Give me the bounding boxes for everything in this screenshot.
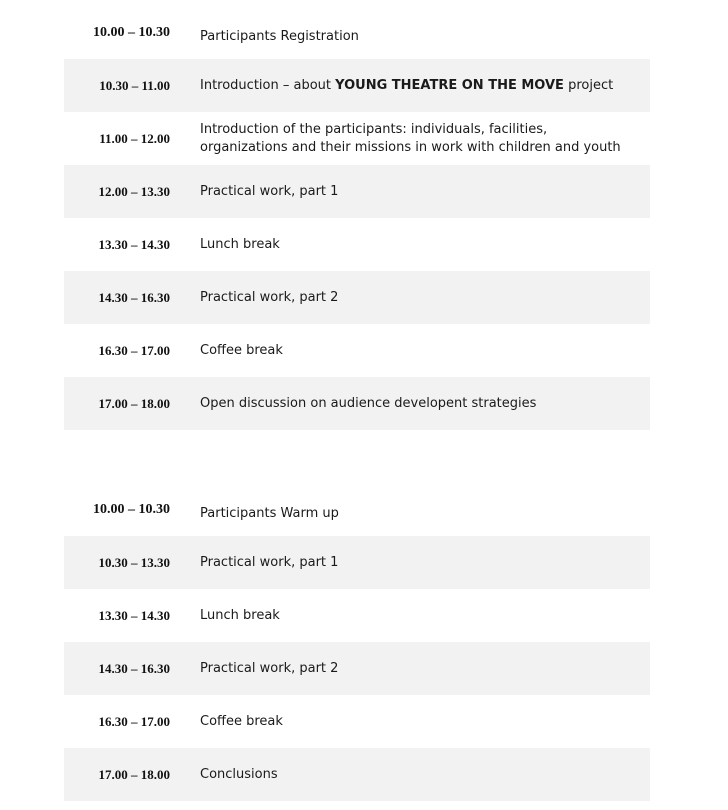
session-title [200, 77, 634, 95]
session-title: Practical work, part 1 [200, 183, 339, 199]
session-time: 10.00 – 10.30 [93, 501, 170, 517]
schedule-row [64, 642, 650, 695]
session-time: 14.30 – 16.30 [98, 660, 170, 676]
session-time: 16.30 – 17.00 [98, 713, 170, 729]
session-time: 12.00 – 13.30 [98, 183, 170, 199]
schedule-day-1 [64, 6, 650, 430]
session-title: Introduction of the participants: individuals, facilities, organizations and their missions in work with children and youth [200, 121, 621, 155]
project-name: YOUNG THEATRE ON THE MOVE [335, 77, 564, 93]
schedule-row [64, 6, 650, 59]
schedule-row [64, 695, 650, 748]
session-title: Practical work, part 2 [200, 660, 339, 676]
session-title: Lunch break [200, 236, 280, 252]
schedule-row [64, 271, 650, 324]
session-time: 17.00 – 18.00 [98, 766, 170, 782]
session-title: Participants Warm up [200, 505, 339, 521]
schedule-row [64, 112, 650, 165]
session-title-prefix: Introduction – about [200, 77, 336, 93]
session-time: 13.30 – 14.30 [98, 607, 170, 623]
schedule-row [64, 165, 650, 218]
schedule-row [64, 589, 650, 642]
session-title: Practical work, part 1 [200, 554, 339, 570]
session-time: 17.00 – 18.00 [98, 395, 170, 411]
session-time: 14.30 – 16.30 [98, 289, 170, 305]
schedule-row [64, 218, 650, 271]
schedule-row [64, 536, 650, 589]
session-title: Conclusions [200, 766, 278, 782]
session-time: 11.00 – 12.00 [99, 130, 170, 146]
schedule-row [64, 377, 650, 430]
session-time: 10.00 – 10.30 [93, 24, 170, 40]
session-title: Coffee break [200, 713, 283, 729]
session-title: Coffee break [200, 342, 283, 358]
session-title: Lunch break [200, 607, 280, 623]
session-time: 16.30 – 17.00 [98, 342, 170, 358]
session-title-suffix: project [563, 77, 614, 93]
session-time: 10.30 – 11.00 [99, 77, 170, 93]
schedule-row [64, 59, 650, 112]
session-title: Practical work, part 2 [200, 289, 339, 305]
session-time: 10.30 – 13.30 [98, 554, 170, 570]
schedule-row [64, 748, 650, 801]
schedule-row [64, 324, 650, 377]
session-title: Participants Registration [200, 28, 359, 44]
session-time: 13.30 – 14.30 [98, 236, 170, 252]
schedule-day-2 [64, 483, 650, 801]
schedule-row [64, 483, 650, 536]
session-title: Open discussion on audience developent strategies [200, 395, 537, 411]
